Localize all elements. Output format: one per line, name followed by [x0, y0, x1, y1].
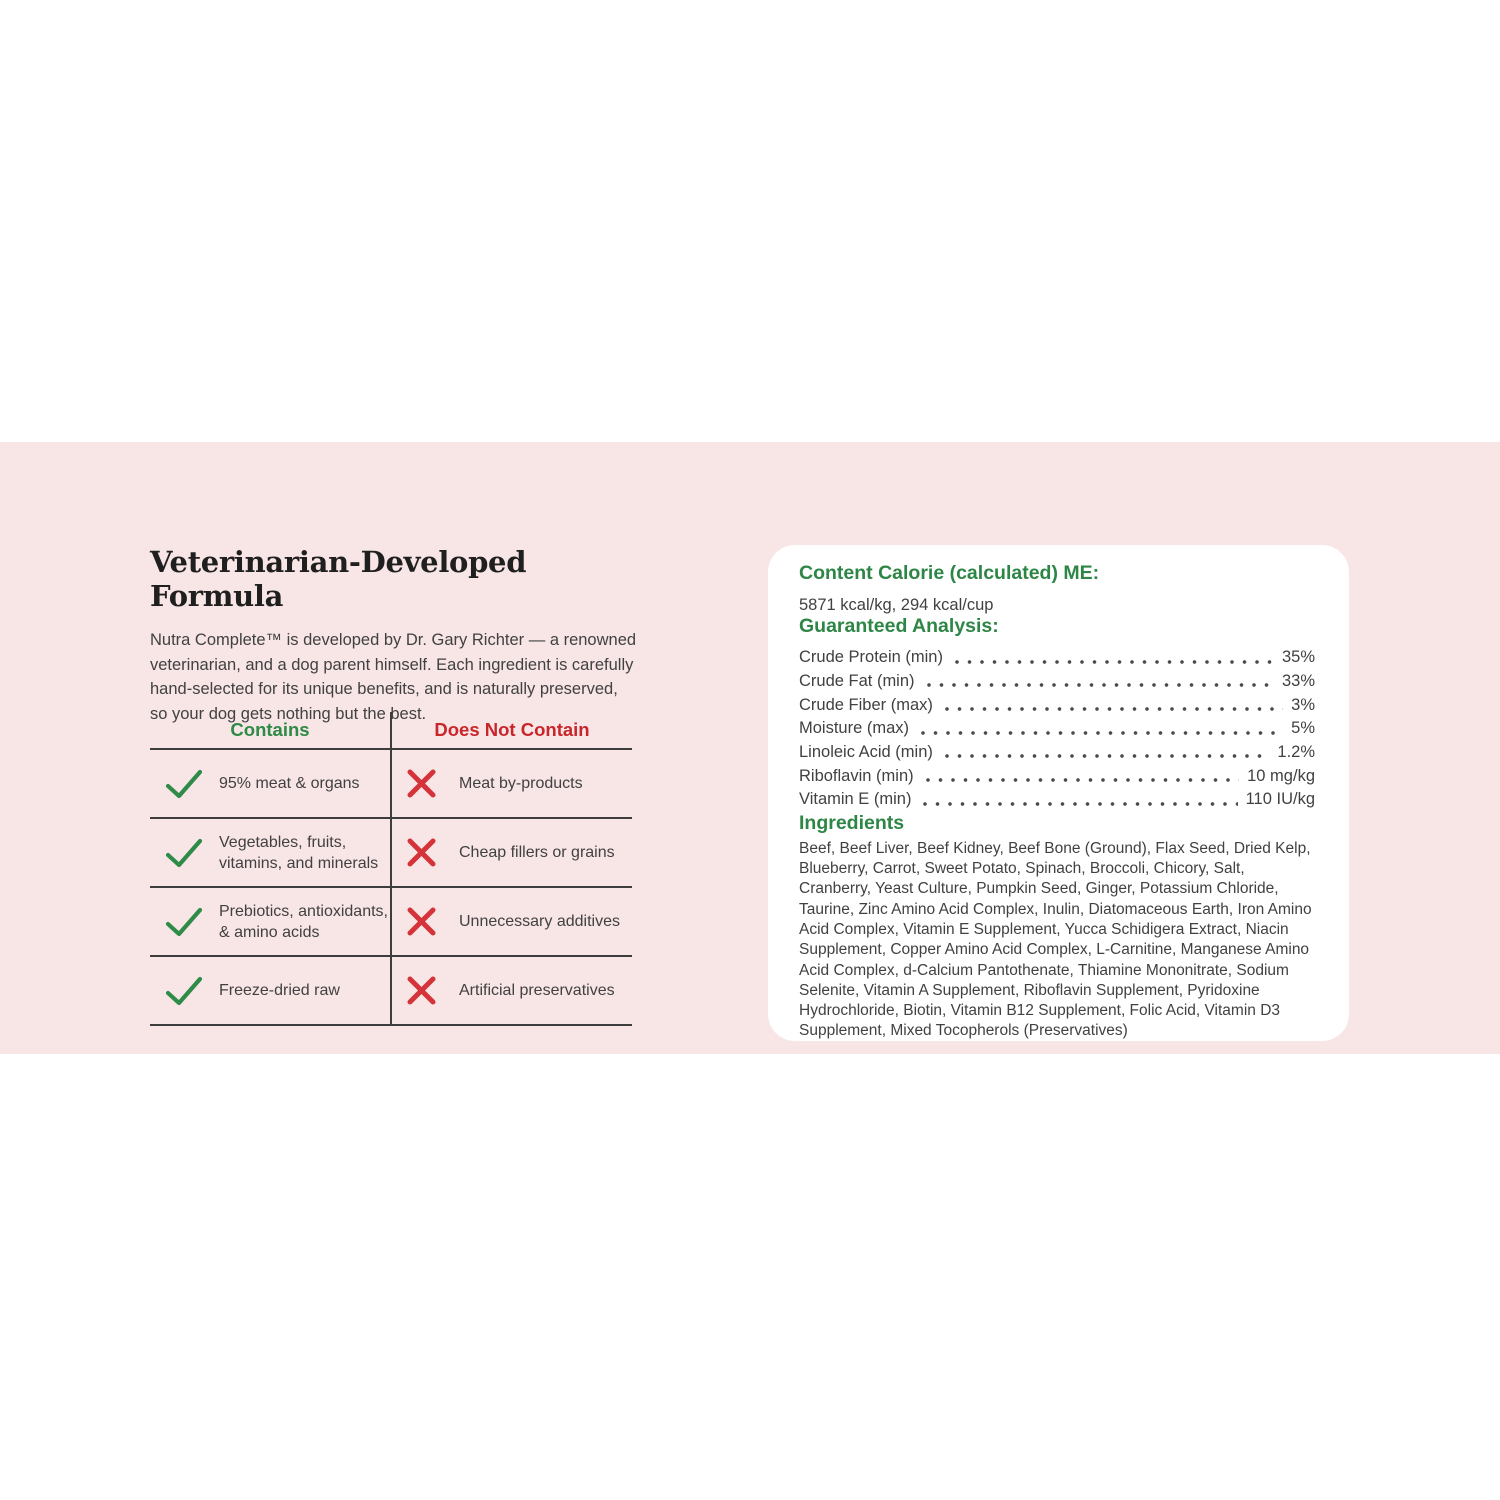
table-row — [150, 748, 632, 817]
analysis-row — [799, 741, 1315, 765]
section-description: Nutra Complete™ is developed by Dr. Gary Richter — a renowned veterinarian, and a dog parent himself. Each ingredient is carefully hand-selected for its unique benefits, and is naturally preserved, so your dog gets nothing but the best. — [150, 631, 637, 723]
dotted-leader — [945, 754, 1270, 758]
analysis-value: 110 IU/kg — [1245, 790, 1315, 809]
nutrition-card — [768, 545, 1349, 1041]
analysis-value: 35% — [1281, 648, 1315, 667]
not-contains-item-label: Artificial preservatives — [459, 982, 615, 999]
not-contains-item-label: Cheap fillers or grains — [459, 844, 615, 861]
analysis-label: Moisture (max) — [799, 719, 910, 738]
analysis-label: Riboflavin (min) — [799, 766, 914, 785]
analysis-value: 5% — [1291, 719, 1315, 738]
dotted-leader — [955, 660, 1274, 664]
x-icon — [405, 767, 438, 800]
table-row — [150, 955, 632, 1024]
dotted-leader — [926, 778, 1240, 782]
contains-item-label: Freeze-dried raw — [219, 982, 340, 999]
contains-cell — [150, 888, 392, 955]
x-icon — [405, 836, 438, 869]
guaranteed-analysis-list — [799, 646, 1315, 812]
x-icon — [405, 974, 438, 1007]
section-title: Veterinarian-Developed Formula — [150, 545, 527, 613]
table-header-row — [150, 712, 632, 748]
check-icon — [165, 907, 203, 937]
table-row — [150, 886, 632, 955]
calorie-heading: Content Calorie (calculated) ME: — [799, 562, 1100, 584]
not-contains-item-label: Meat by-products — [459, 775, 583, 792]
not-contains-cell — [392, 750, 632, 817]
x-icon — [405, 905, 438, 938]
analysis-row — [799, 717, 1315, 741]
analysis-row — [799, 693, 1315, 717]
calorie-value: 5871 kcal/kg, 294 kcal/cup — [799, 596, 994, 614]
dotted-leader — [945, 707, 1283, 711]
contains-item-label: Prebiotics, antioxidants, & amino acids — [219, 902, 388, 941]
analysis-row — [799, 670, 1315, 694]
analysis-row — [799, 764, 1315, 788]
contains-item-label: Vegetables, fruits, vitamins, and minerals — [219, 833, 379, 872]
contains-cell — [150, 819, 392, 886]
analysis-value: 1.2% — [1277, 743, 1315, 762]
not-contains-header-cell — [392, 712, 632, 748]
check-icon — [165, 769, 203, 799]
analysis-value: 10 mg/kg — [1247, 766, 1315, 785]
table-row — [150, 817, 632, 886]
guaranteed-analysis-heading: Guaranteed Analysis: — [799, 615, 999, 637]
formula-section — [150, 545, 642, 726]
ingredients-text: Beef, Beef Liver, Beef Kidney, Beef Bone (Ground), Flax Seed, Dried Kelp, Blueberry, Carrot, Sweet Potato, Spinach, Broccoli, Chicory, Salt, Cranberry, Yeast Culture, Pumpkin Seed, Ginger, Potassium Chloride, Taurine, Zinc Amino Acid Complex, Inulin, Diatomaceous Earth, Iron Amino Acid Complex, Vitamin E Supplement, Yucca Schidigera Extract, Niacin Supplement, Copper Amino Acid Complex, L-Carnitine, Manganese Amino Acid Complex, d-Calcium Pantothenate, Thiamine Mononitrate, Sodium Selenite, Vitamin A Supplement, Riboflavin Supplement, Pyridoxine Hydrochloride, Biotin, Vitamin B12 Supplement, Folic Acid, Vitamin D3 Supplement, Mixed Tocopherols (Preservatives) — [799, 839, 1312, 1040]
analysis-label: Crude Fiber (max) — [799, 695, 933, 714]
check-icon — [165, 976, 203, 1006]
not-contains-cell — [392, 888, 632, 955]
dotted-leader — [927, 683, 1274, 687]
analysis-label: Crude Fat (min) — [799, 672, 915, 691]
dotted-leader — [921, 731, 1283, 735]
analysis-value: 33% — [1281, 672, 1315, 691]
contains-header-cell — [150, 712, 392, 748]
analysis-value: 3% — [1291, 695, 1315, 714]
does-not-contain-header: Does Not Contain — [434, 719, 590, 740]
dotted-leader — [923, 802, 1237, 806]
not-contains-cell — [392, 819, 632, 886]
contains-item-label: 95% meat & organs — [219, 775, 360, 792]
contains-comparison-table — [150, 712, 632, 1026]
not-contains-item-label: Unnecessary additives — [459, 913, 620, 930]
analysis-label: Crude Protein (min) — [799, 648, 943, 667]
contains-header: Contains — [230, 719, 310, 740]
not-contains-cell — [392, 957, 632, 1024]
check-icon — [165, 838, 203, 868]
ingredients-heading: Ingredients — [799, 811, 905, 834]
analysis-row — [799, 788, 1315, 812]
analysis-row — [799, 646, 1315, 670]
contains-cell — [150, 957, 392, 1024]
analysis-label: Vitamin E (min) — [799, 790, 912, 809]
contains-cell — [150, 750, 392, 817]
analysis-label: Linoleic Acid (min) — [799, 743, 933, 762]
